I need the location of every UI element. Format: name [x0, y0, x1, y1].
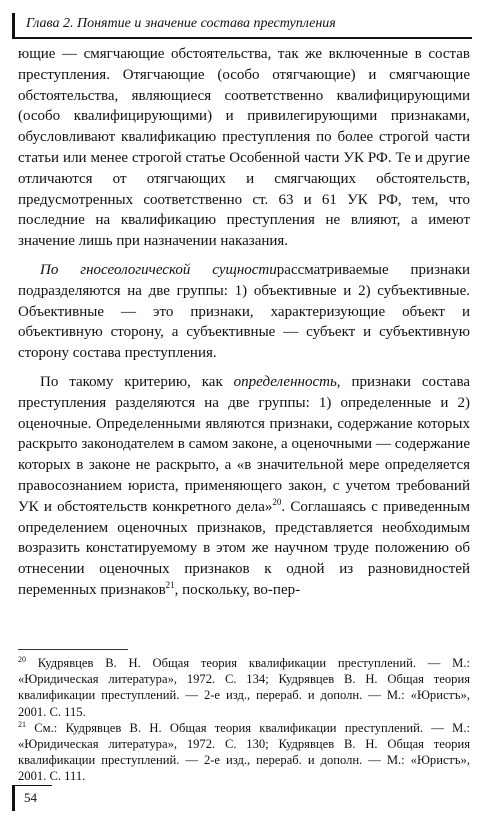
page-number: 54	[24, 790, 37, 805]
page-number-rule	[12, 785, 52, 786]
page-number-bar	[12, 785, 15, 811]
main-text	[18, 44, 470, 609]
paragraph-3-text-a: По такому критерию, как	[40, 373, 234, 390]
paragraph-3-text-d: , поскольку, во-пер-	[174, 581, 301, 598]
footnote-20-text: Кудрявцев В. Н. Общая теория квалификации преступлений. — М.: «Юридическая литература», 1972. С. 134; Кудрявцев В. Н. Общая теория квалификации преступлений. — 2-е изд., перераб. и дополн. — М.: «Юристъ», 2001. С. 115.	[18, 656, 470, 719]
paragraph-2-emphasis: По гносеологической сущности	[40, 261, 277, 278]
footnotes	[18, 655, 470, 785]
paragraph-2-text: рассматриваемые признаки подразделяются на две группы: 1) объективные и 2) субъективные. Объективные — это признаки, характеризующие объект и объективную сторону, а субъективные — субъект и субъективную сторону состава преступления.	[18, 261, 471, 362]
paragraph-3-text-c: . Соглашаясь с приведенным определением оценочных признаков, представляется необходимым возразить констатируемому в этом же научном труде положению об отнесении оценочных признаков к одной из разновидностей переменных признаков	[18, 498, 470, 598]
footnote-21-number: 21	[18, 719, 26, 729]
footnote-ref-20[interactable]: 20	[272, 496, 282, 507]
footnote-separator	[18, 649, 128, 650]
paragraph-3-text-b: , признаки состава преступления разделяются на две группы: 1) определенные и 2) оценочные. Определенными являются признаки, содержание которых раскрыто законодателем в самом законе, а оценочными — содержание которых в законе не раскрыто, а «в значительной мере определяется правосознанием юриста, применяющего закон, с учетом требований УК и обстоятельств конкретного дела»	[18, 373, 470, 515]
header-bar	[12, 13, 15, 39]
header-rule	[12, 37, 472, 39]
footnote-20	[18, 655, 470, 720]
footnote-21-text: См.: Кудрявцев В. Н. Общая теория квалификации преступлений. — М.: «Юридическая литература», 1972. С. 130; Кудрявцев В. Н. Общая теория квалификации преступлений. — 2-е изд., перераб. и дополн. — М.: «Юристъ», 2001. С. 111.	[18, 720, 470, 784]
footnote-21	[18, 720, 470, 785]
footnote-ref-21[interactable]: 21	[165, 579, 175, 590]
chapter-title: Глава 2. Понятие и значение состава преступления	[26, 16, 336, 31]
paragraph-3-emphasis: определенность	[233, 373, 337, 390]
paragraph-1: ющие — смягчающие обстоятельства, так же включенные в состав преступления. Отягчающие (особо отягчающие) и смягчающие обстоятельства, являющиеся соответственно квалифицирующими (особо квалифицирующими) и привилегирующими признаками, обусловливают квалификацию преступления по более строгой части статьи или менее строгой статье Особенной части УК РФ. Те и другие отличаются от отягчающих и смягчающих обстоятельств, предусмотренных соответственно ст. 63 и 61 УК РФ, тем, что последние на квалификацию преступления не влияют, а имеют значение лишь при назначении наказания.	[18, 46, 470, 250]
footnote-20-number: 20	[18, 654, 26, 664]
paragraph-3	[18, 372, 470, 601]
running-header	[12, 13, 472, 39]
paragraph-2	[18, 260, 470, 364]
